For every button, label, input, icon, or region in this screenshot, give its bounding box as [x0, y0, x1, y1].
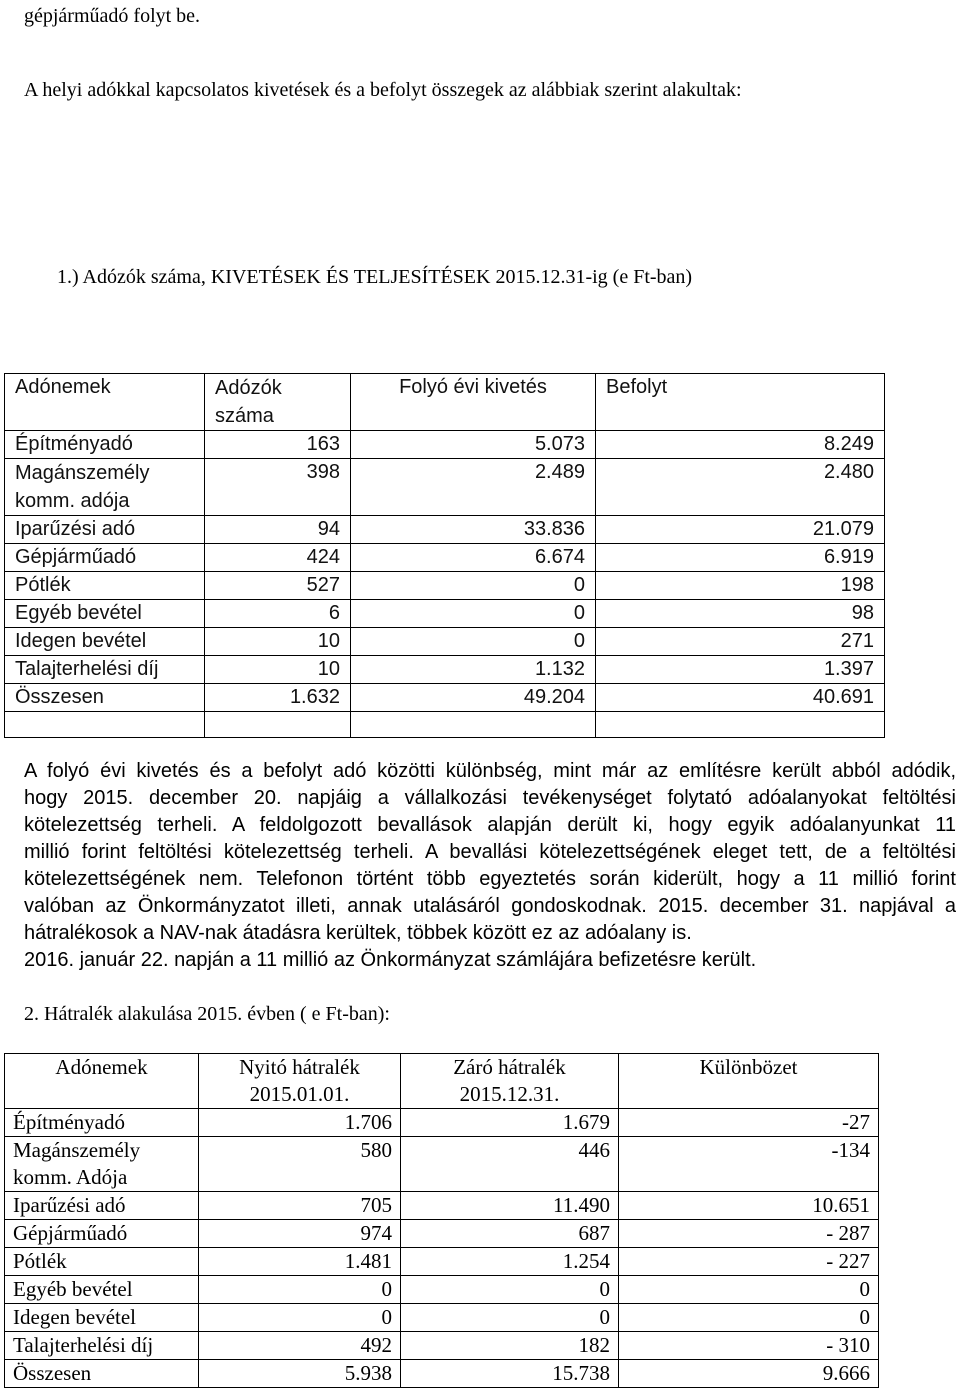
table-total-row — [5, 684, 885, 712]
opening-arrears-cell: 0 — [199, 1276, 401, 1304]
opening-arrears-cell: 974 — [199, 1220, 401, 1248]
paragraph-line: kötelezettség terheli. A feldolgozott bevallások alapján derült ki, hogy egyik adóalanyunkat 11 — [24, 814, 956, 836]
tax-type-cell: Magánszemély komm. adója — [5, 459, 205, 516]
taxpayer-count-cell: 1.632 — [205, 684, 351, 712]
taxpayer-count-cell: 94 — [205, 516, 351, 544]
collected-cell: 40.691 — [596, 684, 885, 712]
table-row — [5, 459, 885, 516]
assessment-cell: 0 — [351, 628, 596, 656]
tax-type-cell: Gépjárműadó — [5, 1220, 199, 1248]
table-row — [5, 572, 885, 600]
tax-type-cell: Iparűzési adó — [5, 516, 205, 544]
taxpayer-count-cell: 424 — [205, 544, 351, 572]
taxpayer-count-cell: 6 — [205, 600, 351, 628]
closing-arrears-cell: 0 — [401, 1304, 619, 1332]
taxpayer-count-cell: 10 — [205, 656, 351, 684]
section2-heading: 2. Hátralék alakulása 2015. évben ( e Ft-ban): — [24, 1003, 390, 1025]
difference-cell: -134 — [619, 1137, 879, 1192]
tax-type-cell: Építményadó — [5, 1109, 199, 1137]
table-header-row — [5, 374, 885, 431]
difference-cell: - 310 — [619, 1332, 879, 1360]
empty-table-row — [5, 712, 885, 738]
section1-heading: 1.) Adózók száma, KIVETÉSEK ÉS TELJESÍTÉSEK 2015.12.31-ig (e Ft-ban) — [57, 266, 693, 288]
closing-arrears-cell: 15.738 — [401, 1360, 619, 1388]
assessment-cell: 1.132 — [351, 656, 596, 684]
taxpayer-count-cell: 527 — [205, 572, 351, 600]
assessment-cell: 5.073 — [351, 431, 596, 459]
tax-type-cell: Összesen — [5, 684, 205, 712]
tax-type-cell: Pótlék — [5, 572, 205, 600]
collected-cell: 198 — [596, 572, 885, 600]
collected-cell: 98 — [596, 600, 885, 628]
taxpayer-count-cell: 398 — [205, 459, 351, 516]
empty-cell — [351, 712, 596, 738]
table-row — [5, 431, 885, 459]
assessment-cell: 0 — [351, 572, 596, 600]
header-cell: Záró hátralék 2015.12.31. — [401, 1054, 619, 1109]
opening-arrears-cell: 5.938 — [199, 1360, 401, 1388]
paragraph-line: hátralékosok a NAV-nak átadásra kerültek, többek között ez az adóalany is. — [24, 922, 692, 944]
difference-cell: -27 — [619, 1109, 879, 1137]
empty-cell — [5, 712, 205, 738]
assessment-cell: 33.836 — [351, 516, 596, 544]
tax-type-cell: Gépjárműadó — [5, 544, 205, 572]
table-row — [5, 1137, 879, 1192]
header-cell: Különbözet — [619, 1054, 879, 1109]
table-row — [5, 1304, 879, 1332]
opening-arrears-cell: 1.481 — [199, 1248, 401, 1276]
intro-line: gépjárműadó folyt be. — [24, 5, 201, 27]
paragraph-line: millió forint feltöltési kötelezettség terheli. A bevallási kötelezettségének eleget tett, de a feltöltési — [24, 841, 956, 863]
header-cell: Adónemek — [5, 374, 205, 431]
intro-sentence: A helyi adókkal kapcsolatos kivetések és a befolyt összegek az alábbiak szerint alakultak: — [24, 79, 742, 101]
closing-arrears-cell: 687 — [401, 1220, 619, 1248]
opening-arrears-cell: 580 — [199, 1137, 401, 1192]
table-row — [5, 1332, 879, 1360]
table-row — [5, 656, 885, 684]
tax-type-cell: Idegen bevétel — [5, 1304, 199, 1332]
tax-type-cell: Talajterhelési díj — [5, 656, 205, 684]
header-cell: Adónemek — [5, 1054, 199, 1109]
table-header-row — [5, 1054, 879, 1109]
paragraph-line: hogy 2015. december 20. napjáig a vállalkozási tevékenységet folytató adóalanyokat feltöltési — [24, 787, 956, 809]
header-cell: Folyó évi kivetés — [351, 374, 596, 431]
header-cell: Nyitó hátralék 2015.01.01. — [199, 1054, 401, 1109]
table-row — [5, 1192, 879, 1220]
paragraph-line: 2016. január 22. napján a 11 millió az Önkormányzat számlájára befizetésre került. — [24, 949, 757, 971]
table-total-row — [5, 1360, 879, 1388]
explanation-paragraph — [24, 758, 956, 974]
difference-cell: - 227 — [619, 1248, 879, 1276]
collected-cell: 271 — [596, 628, 885, 656]
difference-cell: 0 — [619, 1276, 879, 1304]
taxpayer-count-cell: 10 — [205, 628, 351, 656]
paragraph-line: A folyó évi kivetés és a befolyt adó közötti különbség, mint már az említésre került abból adódik, — [24, 760, 956, 782]
header-cell: Adózók száma — [205, 374, 351, 431]
collected-cell: 1.397 — [596, 656, 885, 684]
assessment-cell: 6.674 — [351, 544, 596, 572]
tax-assessment-table — [4, 373, 885, 738]
table-row — [5, 1248, 879, 1276]
collected-cell: 2.480 — [596, 459, 885, 516]
table-row — [5, 628, 885, 656]
tax-type-cell: Magánszemély komm. Adója — [5, 1137, 199, 1192]
difference-cell: 9.666 — [619, 1360, 879, 1388]
tax-type-cell: Pótlék — [5, 1248, 199, 1276]
arrears-table — [4, 1053, 879, 1388]
closing-arrears-cell: 182 — [401, 1332, 619, 1360]
difference-cell: - 287 — [619, 1220, 879, 1248]
closing-arrears-cell: 446 — [401, 1137, 619, 1192]
closing-arrears-cell: 1.254 — [401, 1248, 619, 1276]
table-row — [5, 1109, 879, 1137]
table-row — [5, 1220, 879, 1248]
collected-cell: 21.079 — [596, 516, 885, 544]
closing-arrears-cell: 0 — [401, 1276, 619, 1304]
table-row — [5, 600, 885, 628]
tax-type-cell: Iparűzési adó — [5, 1192, 199, 1220]
difference-cell: 10.651 — [619, 1192, 879, 1220]
table-row — [5, 516, 885, 544]
tax-type-cell: Egyéb bevétel — [5, 1276, 199, 1304]
closing-arrears-cell: 11.490 — [401, 1192, 619, 1220]
collected-cell: 6.919 — [596, 544, 885, 572]
tax-type-cell: Összesen — [5, 1360, 199, 1388]
opening-arrears-cell: 705 — [199, 1192, 401, 1220]
assessment-cell: 0 — [351, 600, 596, 628]
closing-arrears-cell: 1.679 — [401, 1109, 619, 1137]
opening-arrears-cell: 492 — [199, 1332, 401, 1360]
empty-cell — [205, 712, 351, 738]
assessment-cell: 2.489 — [351, 459, 596, 516]
tax-type-cell: Talajterhelési díj — [5, 1332, 199, 1360]
opening-arrears-cell: 0 — [199, 1304, 401, 1332]
tax-type-cell: Idegen bevétel — [5, 628, 205, 656]
table-row — [5, 1276, 879, 1304]
header-cell: Befolyt — [596, 374, 885, 431]
difference-cell: 0 — [619, 1304, 879, 1332]
assessment-cell: 49.204 — [351, 684, 596, 712]
tax-type-cell: Építményadó — [5, 431, 205, 459]
collected-cell: 8.249 — [596, 431, 885, 459]
table-row — [5, 544, 885, 572]
opening-arrears-cell: 1.706 — [199, 1109, 401, 1137]
taxpayer-count-cell: 163 — [205, 431, 351, 459]
paragraph-line: kötelezettségének nem. Telefonon történt több egyeztetés során kiderült, hogy a 11 millió forint — [24, 868, 956, 890]
empty-cell — [596, 712, 885, 738]
paragraph-line: valóban az Önkormányzatot illeti, annak utalásáról gondoskodnak. 2015. december 31. napjával a — [24, 895, 956, 917]
tax-type-cell: Egyéb bevétel — [5, 600, 205, 628]
